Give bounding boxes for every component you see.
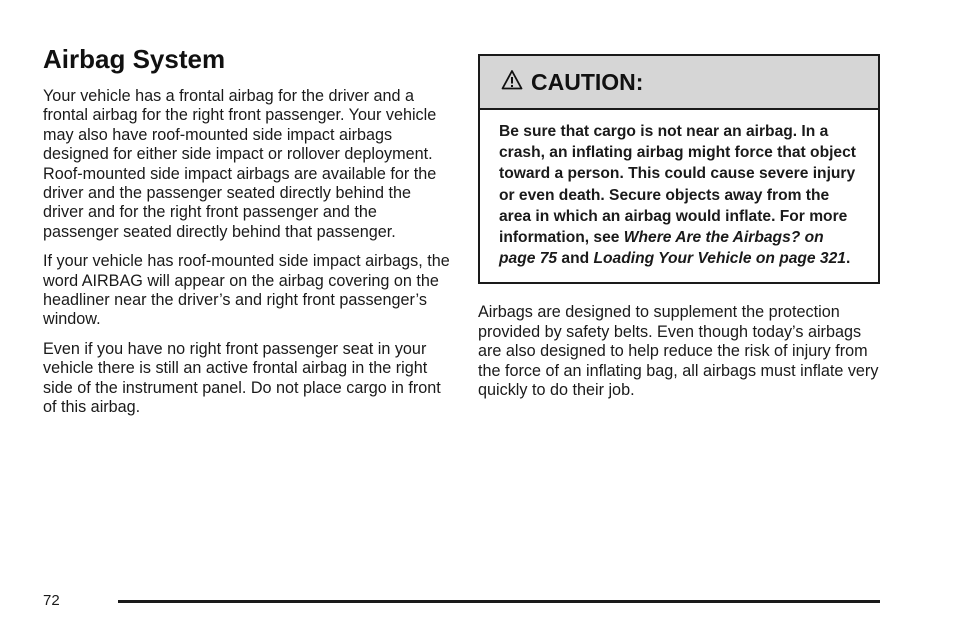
paragraph-airbag-supplement: Airbags are designed to supplement the protection provided by safety belts. Even though today’s airbags are also designed to help reduce the risk of injury from the force of an inflating bag, all airbags must inflate very quickly to do their job. — [478, 303, 879, 400]
caution-and: and — [561, 250, 590, 268]
page-title: Airbag System — [43, 44, 226, 74]
paragraph-airbag-label: If your vehicle has roof-mounted side impact airbags, the word AIRBAG will appear on the airbag covering on the headliner near the driver’s and right front passenger’s window. — [43, 252, 450, 329]
caution-header — [480, 56, 878, 110]
caution-box — [478, 54, 880, 284]
caution-title: CAUTION: — [531, 68, 644, 95]
caution-reference-loading[interactable]: Loading Your Vehicle on page 321 — [593, 250, 846, 268]
paragraph-airbag-overview: Your vehicle has a frontal airbag for the driver and a frontal airbag for the right front passenger. Your vehicle may also have roof-mounted side impact airbags designed for either side impact or rollover deployment. Roof-mounted side impact airbags are available for the driver and the passenger seated directly behind the driver and for the right front passenger and the passenger seated directly behind that passenger. — [43, 87, 437, 241]
left-column — [43, 42, 453, 428]
warning-triangle-icon — [501, 69, 531, 96]
right-column — [478, 54, 880, 410]
footer-rule — [118, 600, 880, 603]
paragraph-passenger-airbag: Even if you have no right front passenger seat in your vehicle there is still an active frontal airbag in the right side of the instrument panel. Do not place cargo in front of this airbag. — [43, 339, 441, 417]
caution-reference-airbags[interactable]: Where Are the Airbags? on page 75 — [499, 229, 824, 268]
caution-body — [480, 110, 878, 282]
caution-text: Be sure that cargo is not near an airbag. In a crash, an inflating airbag might force that object toward a person. This could cause severe injury or even death. Secure objects away from the area in which an airbag would inflate. For more information, see — [499, 123, 856, 247]
page-number: 72 — [43, 592, 60, 609]
caution-end: . — [845, 250, 851, 268]
